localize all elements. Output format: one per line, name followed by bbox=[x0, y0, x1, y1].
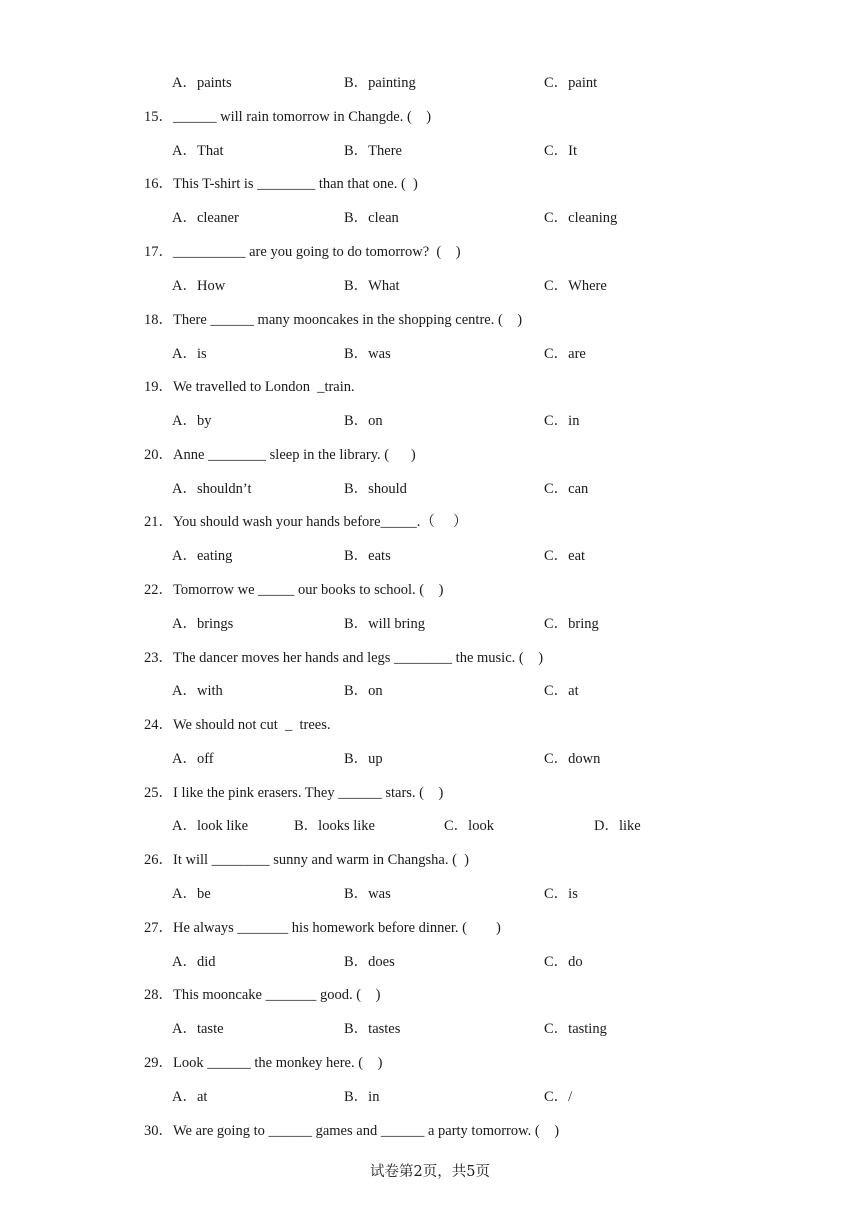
answer-option: A．look like bbox=[172, 818, 249, 834]
answer-option: A．shouldn’t bbox=[172, 481, 252, 497]
question-text: 16．This T-shirt is ________ than that one. ( ) bbox=[144, 176, 418, 192]
answer-option: B．What bbox=[344, 278, 400, 294]
answer-option: A．is bbox=[172, 346, 207, 362]
answer-option: A．did bbox=[172, 954, 216, 970]
question-text: 19．We travelled to London _train. bbox=[144, 379, 355, 395]
answer-option: C．eat bbox=[544, 548, 586, 564]
answer-option: C．can bbox=[544, 481, 589, 497]
question-text: 23．The dancer moves her hands and legs ________ the music. ( ) bbox=[144, 650, 544, 666]
answer-option: C．paint bbox=[544, 75, 598, 91]
answer-option: C．It bbox=[544, 143, 578, 159]
question-text: 26．It will ________ sunny and warm in Changsha. ( ) bbox=[144, 852, 470, 868]
answer-option: A．with bbox=[172, 683, 223, 699]
question-text: 29．Look ______ the monkey here. ( ) bbox=[144, 1055, 383, 1071]
answer-option: A．How bbox=[172, 278, 226, 294]
answer-option: B．will bring bbox=[344, 616, 425, 632]
answer-option: A．paints bbox=[172, 75, 232, 91]
answer-option: B．eats bbox=[344, 548, 391, 564]
answer-option: C．Where bbox=[544, 278, 607, 294]
answer-option: A．That bbox=[172, 143, 224, 159]
answer-option: B．clean bbox=[344, 210, 399, 226]
answer-option: B．There bbox=[344, 143, 402, 159]
answer-option: A．taste bbox=[172, 1021, 224, 1037]
question-text: 24．We should not cut _ trees. bbox=[144, 717, 331, 733]
answer-option: D．like bbox=[594, 818, 641, 834]
answer-option: B．painting bbox=[344, 75, 416, 91]
answer-option: B．in bbox=[344, 1089, 380, 1105]
question-text: 30．We are going to ______ games and ______ a party tomorrow. ( ) bbox=[144, 1123, 560, 1139]
answer-option: B．should bbox=[344, 481, 407, 497]
question-text: 25．I like the pink erasers. They ______ stars. ( ) bbox=[144, 785, 444, 801]
answer-option: C．tasting bbox=[544, 1021, 607, 1037]
answer-option: B．up bbox=[344, 751, 383, 767]
page-footer: 试卷第2页，共5页 bbox=[370, 1164, 490, 1180]
question-text: 18．There ______ many mooncakes in the shopping centre. ( ) bbox=[144, 312, 523, 328]
answer-option: C．down bbox=[544, 751, 601, 767]
answer-option: C．is bbox=[544, 886, 578, 902]
answer-option: C．cleaning bbox=[544, 210, 618, 226]
answer-option: A．off bbox=[172, 751, 214, 767]
answer-option: C．in bbox=[544, 413, 580, 429]
answer-option: A．by bbox=[172, 413, 212, 429]
answer-option: C．/ bbox=[544, 1089, 573, 1105]
answer-option: C．at bbox=[544, 683, 579, 699]
question-text: 28．This mooncake _______ good. ( ) bbox=[144, 987, 381, 1003]
answer-option: B．was bbox=[344, 886, 391, 902]
answer-option: A．cleaner bbox=[172, 210, 239, 226]
answer-option: A．at bbox=[172, 1089, 208, 1105]
answer-option: A．eating bbox=[172, 548, 233, 564]
answer-option: A．be bbox=[172, 886, 211, 902]
question-text: 20．Anne ________ sleep in the library. ( ) bbox=[144, 447, 416, 463]
answer-option: C．do bbox=[544, 954, 583, 970]
answer-option: B．was bbox=[344, 346, 391, 362]
answer-option: B．looks like bbox=[294, 818, 375, 834]
question-text: 27．He always _______ his homework before dinner. ( ) bbox=[144, 920, 501, 936]
question-text: 17．__________ are you going to do tomorrow? ( ) bbox=[144, 244, 461, 260]
answer-option: C．are bbox=[544, 346, 586, 362]
answer-option: C．bring bbox=[544, 616, 599, 632]
answer-option: B．on bbox=[344, 413, 383, 429]
question-text: 22．Tomorrow we _____ our books to school. ( ) bbox=[144, 582, 444, 598]
answer-option: A．brings bbox=[172, 616, 234, 632]
answer-option: B．on bbox=[344, 683, 383, 699]
question-text: 15．______ will rain tomorrow in Changde. ( ) bbox=[144, 109, 432, 125]
question-text: 21．You should wash your hands before_____.（ ） bbox=[144, 514, 468, 530]
answer-option: C．look bbox=[444, 818, 494, 834]
answer-option: B．does bbox=[344, 954, 395, 970]
answer-option: B．tastes bbox=[344, 1021, 401, 1037]
